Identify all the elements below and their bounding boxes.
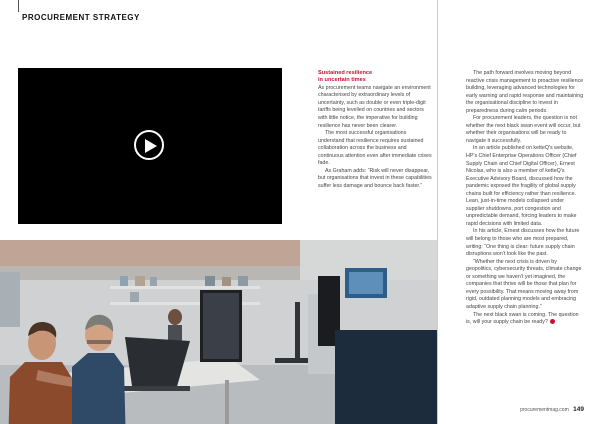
article-column-2	[466, 70, 584, 327]
office-photo	[0, 240, 437, 424]
paragraph: The most successful organisations understand that resilience requires sustained collaboration across the business and continuous attention even after immediate crises fade.	[318, 130, 432, 167]
paragraph: In his article, Ernest discusses how the future will belong to those who are most prepared, writing: “One thing is clear: future supply chain disruptions won’t look like the past.	[466, 228, 580, 258]
paragraph: For procurement leaders, the question is not whether the next black swan event will occur, but whether their organisations will be ready to navigate it successfully.	[466, 115, 581, 144]
footer-site-link[interactable]: procurementmag.com	[520, 407, 569, 413]
paragraph: “Whether the next crisis is driven by geopolitics, cybersecurity threats, climate change or something we haven’t yet imagined, the companies that thrive will be those that plan for every possibility. That means moving away from rigid, outdated planning models and embracing adaptive supply chain planning.”	[466, 258, 582, 310]
page-gutter-rule	[437, 0, 438, 424]
paragraph: As Graham adds: “Risk will never disappear, but organisations that invest in these capabilities suffer less damage and bounce back faster.”	[318, 167, 432, 189]
section-title: PROCUREMENT STRATEGY	[22, 13, 140, 22]
subheading-line-1: Sustained resilience	[318, 70, 373, 76]
page-number: 149	[573, 406, 584, 413]
end-mark-icon	[550, 319, 555, 324]
closing-text: The next black swan is coming. The question is, will your supply chain be ready?	[466, 311, 579, 326]
closing-paragraph	[466, 312, 584, 327]
article-column-1	[318, 70, 432, 190]
subheading-line-2: in uncertain times	[318, 77, 366, 84]
paragraph: As procurement teams navigate an environment characterised by extraordinary levels of uncertainty, such as double or even triple-digit tariffs being levelled on countries and sectors with little notice, the imperative for building resilience has never been clearer.	[318, 84, 431, 129]
video-player[interactable]	[18, 68, 282, 224]
page-footer	[520, 406, 584, 413]
header-rule	[18, 0, 19, 12]
paragraph: In an article published on ketteQ’s website, HP’s Chief Enterprise Operations Officer (Chief Supply Chain and Chief Digital Officer), Ernest Nicolas, who is also a member of ketteQ’s Executive Advisory Board, discussed how the pandemic exposed the fragility of global supply chains built for efficiency rather than resilience. Lean, just-in-time models collapsed under supplier shutdowns, port congestion and unpredictable demand, forcing leaders to make rapid decisions with limited data.	[466, 145, 577, 227]
paragraph: The path forward involves moving beyond reactive crisis management to proactive resilience building, leveraging advanced technologies for early warning and rapid response and maintaining the organisational discipline to invest in preparedness during calm periods.	[466, 70, 584, 114]
play-icon	[145, 139, 157, 153]
office-photo-illustration	[0, 240, 437, 424]
play-button[interactable]	[134, 130, 164, 160]
